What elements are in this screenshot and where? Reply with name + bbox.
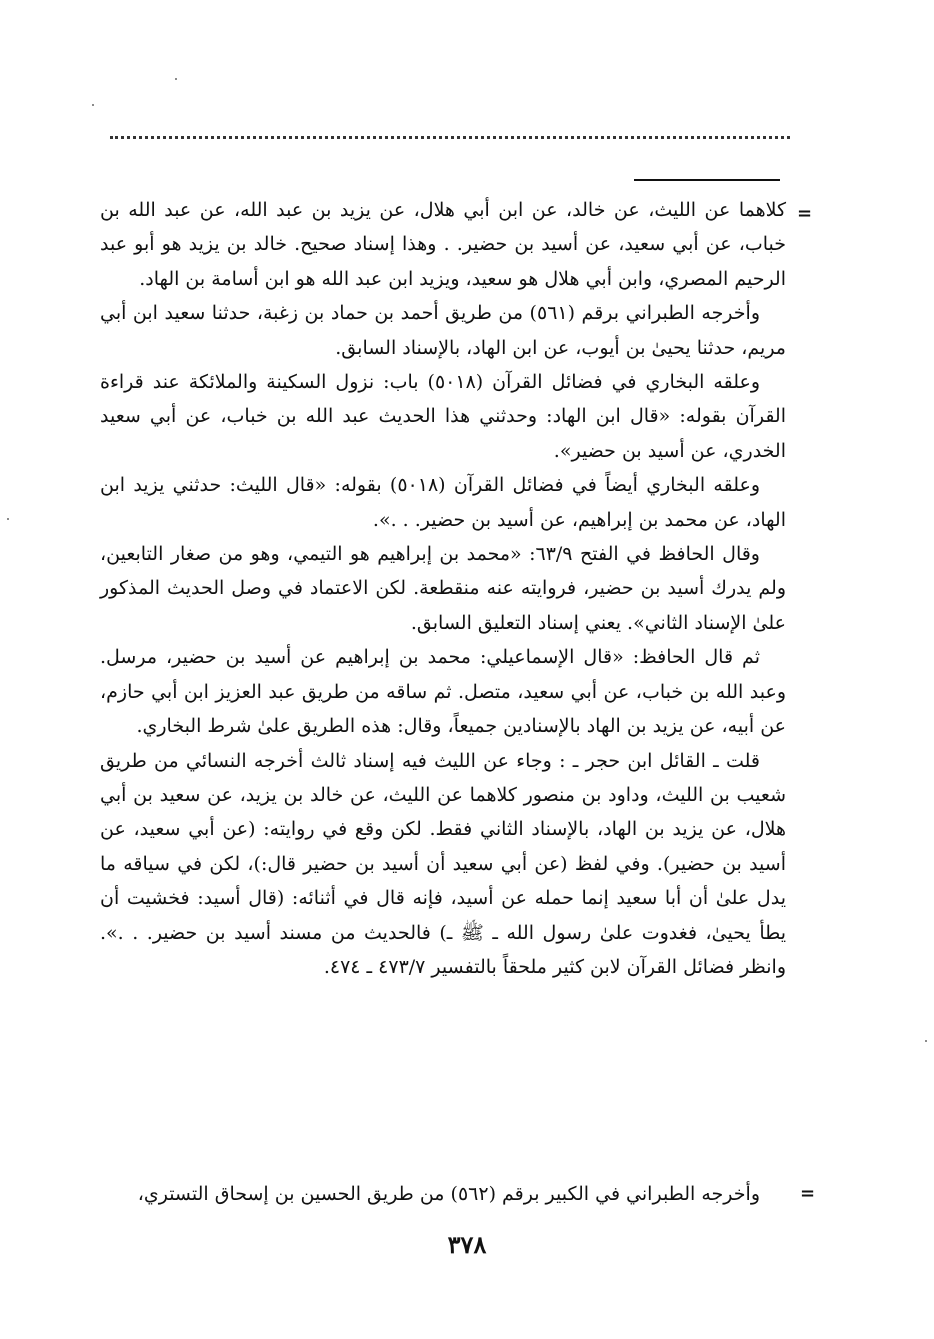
scan-speck [7,518,9,520]
scan-speck [925,1040,927,1042]
paragraph-6: ثم قال الحافظ: «قال الإسماعيلي: محمد بن إبراهيم عن أسيد بن حضير، مرسل. وعبد الله بن خباب، عن أبي سعيد، متصل. ثم ساقه من طريق عبد العزيز ابن أبي حازم، عن أبيه، عن يزيد بن الهاد بالإسنادين جميعاً، وقال: هذه الطريق علىٰ شرط البخاري. [100,646,786,738]
header-dotted-rule [110,136,790,139]
footnote-text [100,193,786,984]
paragraph-5: وقال الحافظ في الفتح ٦٣/٩: «محمد بن إبراهيم هو التيمي، وهو من صغار التابعين، ولم يدرك أسيد بن حضير، فروايته عنه منقطعة. لكن الاعتماد في وصل الحديث المذكور علىٰ الإسناد الثاني». يعني إسناد التعليق السابق. [100,543,786,634]
scan-speck [175,78,177,80]
paragraph-3: وعلقه البخاري في فضائل القرآن (٥٠١٨) باب: نزول السكينة والملائكة عند قراءة القرآن بقوله: «قال ابن الهاد: وحدثني هذا الحديث عبد الله بن خباب، عن أبي سعيد الخدري، عن أسيد بن حضير». [100,371,786,462]
paragraph-7: قلت ـ القائل ابن حجر ـ : وجاء عن الليث فيه إسناد ثالث أخرجه النسائي من طريق شعيب بن الليث، وداود بن منصور كلاهما عن الليث، عن خالد بن يزيد، عن سعيد بن أبي هلال، عن يزيد بن الهاد، بالإسناد الثاني فقط. لكن وقع في روايته: (عن أبي سعيد، عن أسيد بن حضير). وفي لفظ (عن أبي سعيد أن أسيد بن حضير قال:)، لكن في سياقه ما يدل علىٰ أن أبا سعيد إنما حمله عن أسيد، فإنه قال في أثنائه: (قال أسيد: فخشيت أن يطأ يحيىٰ، فغدوت علىٰ رسول الله ـ ﷺ ـ) فالحديث من مسند أسيد بن حضير. . .». وانظر فضائل القرآن لابن كثير ملحقاً بالتفسير ٤٧٣/٧ ـ ٤٧٤. [100,749,786,978]
paragraph-4: وعلقه البخاري أيضاً في فضائل القرآن (٥٠١٨) بقوله: «قال الليث: حدثني يزيد ابن الهاد، عن محمد بن إبراهيم، عن أسيد بن حضير. . .». [100,474,786,531]
footnote-separator [634,179,780,181]
page-number: ٣٧٨ [447,1230,487,1259]
paragraph-tail: وأخرجه الطبراني في الكبير برقم (٥٦٢) من طريق الحسين بن إسحاق التستري، [137,1183,760,1205]
continuation-mark-bottom: = [800,1183,816,1204]
paragraph-2: وأخرجه الطبراني برقم (٥٦١) من طريق أحمد بن حماد بن زغبة، حدثنا سعيد ابن أبي مريم، حدثنا يحيىٰ بن أيوب، عن ابن الهاد، بالإسناد السابق. [100,302,786,359]
scan-speck [92,104,94,106]
paragraph-1: كلاهما عن الليث، عن خالد، عن ابن أبي هلال، عن يزيد بن عبد الله، عن عبد الله بن خباب، عن أبي سعيد، عن أسيد بن حضير. . وهذا إسناد صحيح. خالد بن يزيد هو أبو عبد الرحيم المصري، وابن أبي هلال هو سعيد، ويزيد ابن عبد الله هو ابن أسامة بن الهاد. [100,199,786,290]
continuation-mark-top: = [797,203,813,224]
